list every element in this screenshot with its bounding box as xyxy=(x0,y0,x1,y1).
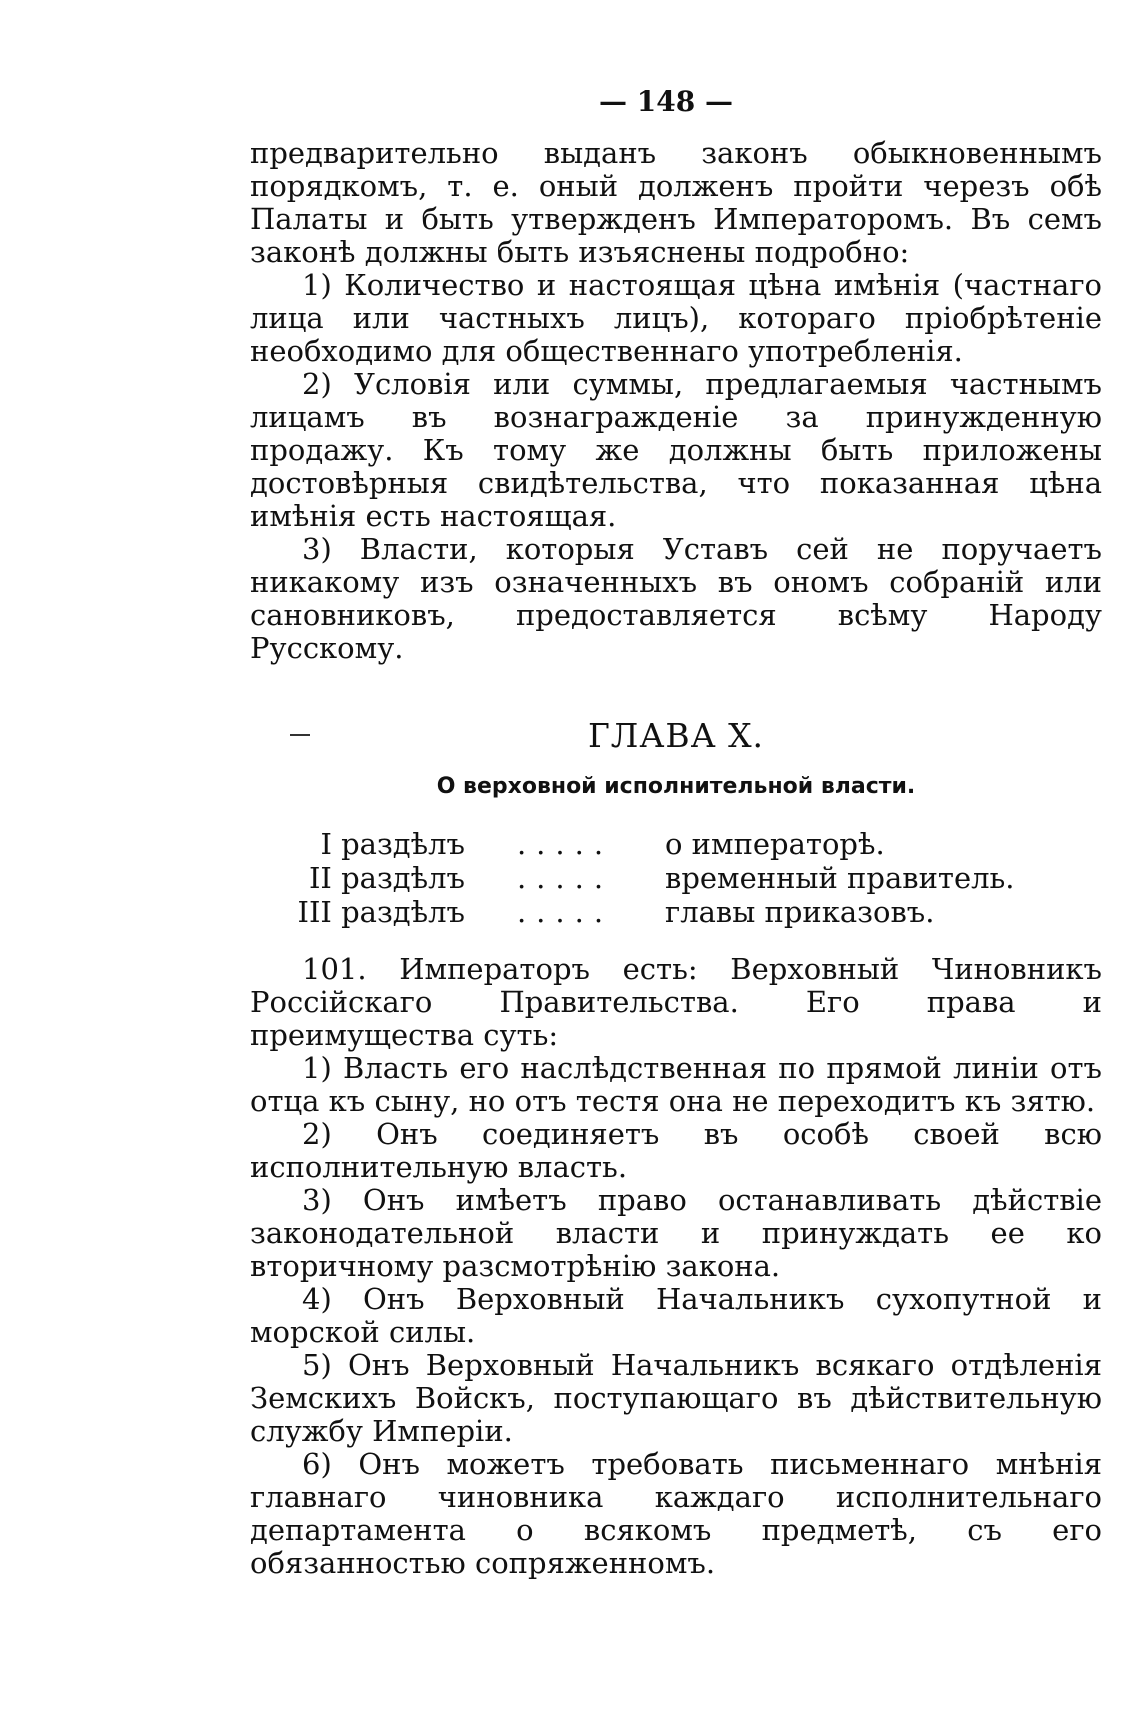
page-number: — 148 — xyxy=(599,85,733,118)
document-page xyxy=(250,85,1102,1580)
article-101-item-2: 2) Онъ соединяетъ въ особѣ своей всю исполнительную власть. xyxy=(250,1117,1102,1184)
section-title: о императорѣ. xyxy=(665,827,885,861)
section-label: I раздѣлъ xyxy=(320,827,465,861)
intro-item-3: 3) Власти, которыя Уставъ сей не поручаетъ никакому изъ означенныхъ въ ономъ собраній или сановниковъ, предоставляется всѣму Народу Русскому. xyxy=(250,532,1102,665)
section-row xyxy=(250,895,1102,929)
intro-item-2: 2) Условія или суммы, предлагаемыя частнымъ лицамъ въ вознагражденіе за принужденную продажу. Къ тому же должны быть приложены достовѣрныя свидѣтельства, что показанная цѣна имѣнія есть настоящая. xyxy=(250,367,1102,533)
intro-item-1: 1) Количество и настоящая цѣна имѣнія (частнаго лица или частныхъ лицъ), котораго пріобрѣтеніе необходимо для общественнаго употребленія. xyxy=(250,268,1102,368)
intro-paragraph-continuation: предварительно выданъ законъ обыкновеннымъ порядкомъ, т. е. оный долженъ пройти черезъ обѣ Палаты и быть утвержденъ Императоромъ. Въ семъ законѣ должны быть изъяснены подробно: xyxy=(250,136,1102,269)
section-title: главы приказовъ. xyxy=(665,895,935,929)
article-101-item-5: 5) Онъ Верховный Начальникъ всякаго отдѣленія Земскихъ Войскъ, поступающаго въ дѣйствительную службу Имперіи. xyxy=(250,1348,1102,1448)
article-101-item-6: 6) Онъ можетъ требовать письменнаго мнѣнія главнаго чиновника каждаго исполнительнаго департамента о всякомъ предметѣ, съ его обязанностью сопряженномъ. xyxy=(250,1447,1102,1580)
margin-rule xyxy=(290,734,310,736)
article-101-item-3: 3) Онъ имѣетъ право останавливать дѣйствіе законодательной власти и принуждать ее ко вторичному разсмотрѣнію закона. xyxy=(250,1183,1102,1283)
article-101-intro: 101. Императоръ есть: Верховный Чиновникъ Россійскаго Правительства. Его права и преимущества суть: xyxy=(250,952,1102,1052)
article-101-item-1: 1) Власть его наслѣдственная по прямой линіи отъ отца къ сыну, но отъ тестя она не переходитъ къ зятю. xyxy=(250,1051,1102,1118)
section-label: III раздѣлъ xyxy=(297,895,465,929)
section-label: II раздѣлъ xyxy=(308,861,465,895)
section-leader-dots: ..... xyxy=(516,895,614,929)
chapter-sections-list xyxy=(250,827,1102,929)
article-101-item-4: 4) Онъ Верховный Начальникъ сухопутной и морской силы. xyxy=(250,1282,1102,1349)
chapter-title: ГЛАВА X. xyxy=(587,716,765,755)
section-leader-dots: ..... xyxy=(516,861,614,895)
section-title: временный правитель. xyxy=(665,861,1015,895)
section-leader-dots: ..... xyxy=(516,827,614,861)
section-row xyxy=(250,861,1102,895)
section-row xyxy=(250,827,1102,861)
chapter-subtitle: О верховной исполнительной власти. xyxy=(436,774,916,799)
